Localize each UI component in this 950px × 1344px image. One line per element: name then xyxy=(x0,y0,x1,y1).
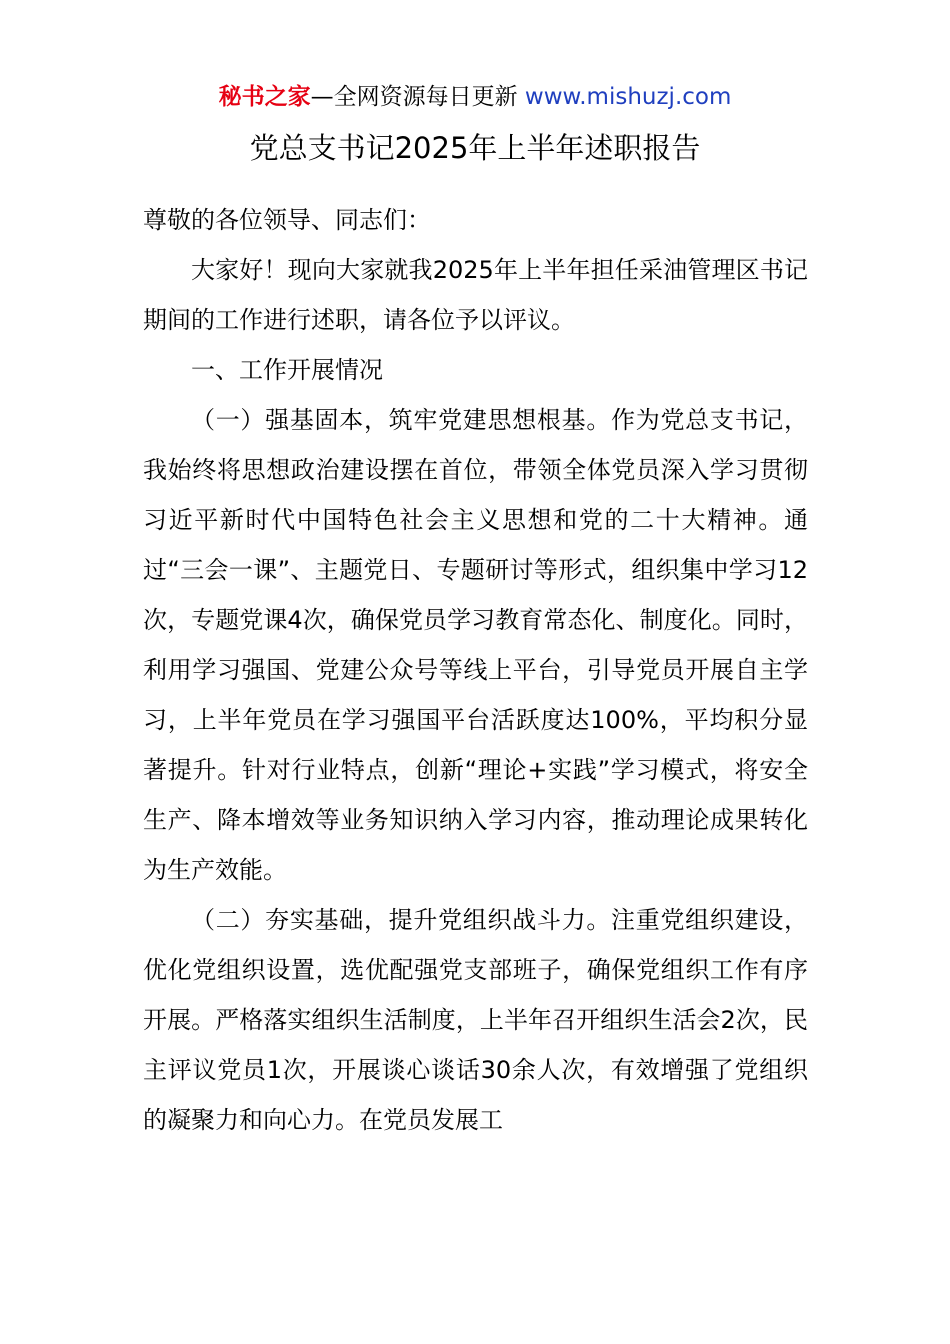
site-url-link[interactable]: www.mishuzj.com xyxy=(524,84,732,110)
brand-name: 秘书之家 xyxy=(218,84,311,110)
salutation: 尊敬的各位领导、同志们： xyxy=(143,206,431,234)
paragraph-section-1: （一）强基固本，筑牢党建思想根基。作为党总支书记，我始终将思想政治建设摆在首位，带领全体党员深入学习贯彻习近平新时代中国特色社会主义思想和党的二十大精神。通过“三会一课”、主题党日、专题研讨等形式，组织集中学习12次，专题党课4次，确保党员学习教育常态化、制度化。同时，利用学习强国、党建公众号等线上平台，引导党员开展自主学习，上半年党员在学习强国平台活跃度达100%，平均积分显著提升。针对行业特点，创新“理论+实践”学习模式，将安全生产、降本增效等业务知识纳入学习内容，推动理论成果转化为生产效能。 xyxy=(143,406,808,884)
document-title: 党总支书记2025年上半年述职报告 xyxy=(249,131,701,165)
site-header xyxy=(0,80,950,114)
section-heading: 一、工作开展情况 xyxy=(191,356,383,384)
paragraph-section-2: （二）夯实基础，提升党组织战斗力。注重党组织建设，优化党组织设置，选优配强党支部班子，确保党组织工作有序开展。严格落实组织生活制度，上半年召开组织生活会2次，民主评议党员1次，开展谈心谈话30余人次，有效增强了党组织的凝聚力和向心力。在党员发展工 xyxy=(143,906,808,1134)
paragraph-intro: 大家好！现向大家就我2025年上半年担任采油管理区书记期间的工作进行述职，请各位予以评议。 xyxy=(143,256,808,334)
document-body xyxy=(143,195,808,1145)
header-tagline: —全网资源每日更新 xyxy=(310,84,525,110)
